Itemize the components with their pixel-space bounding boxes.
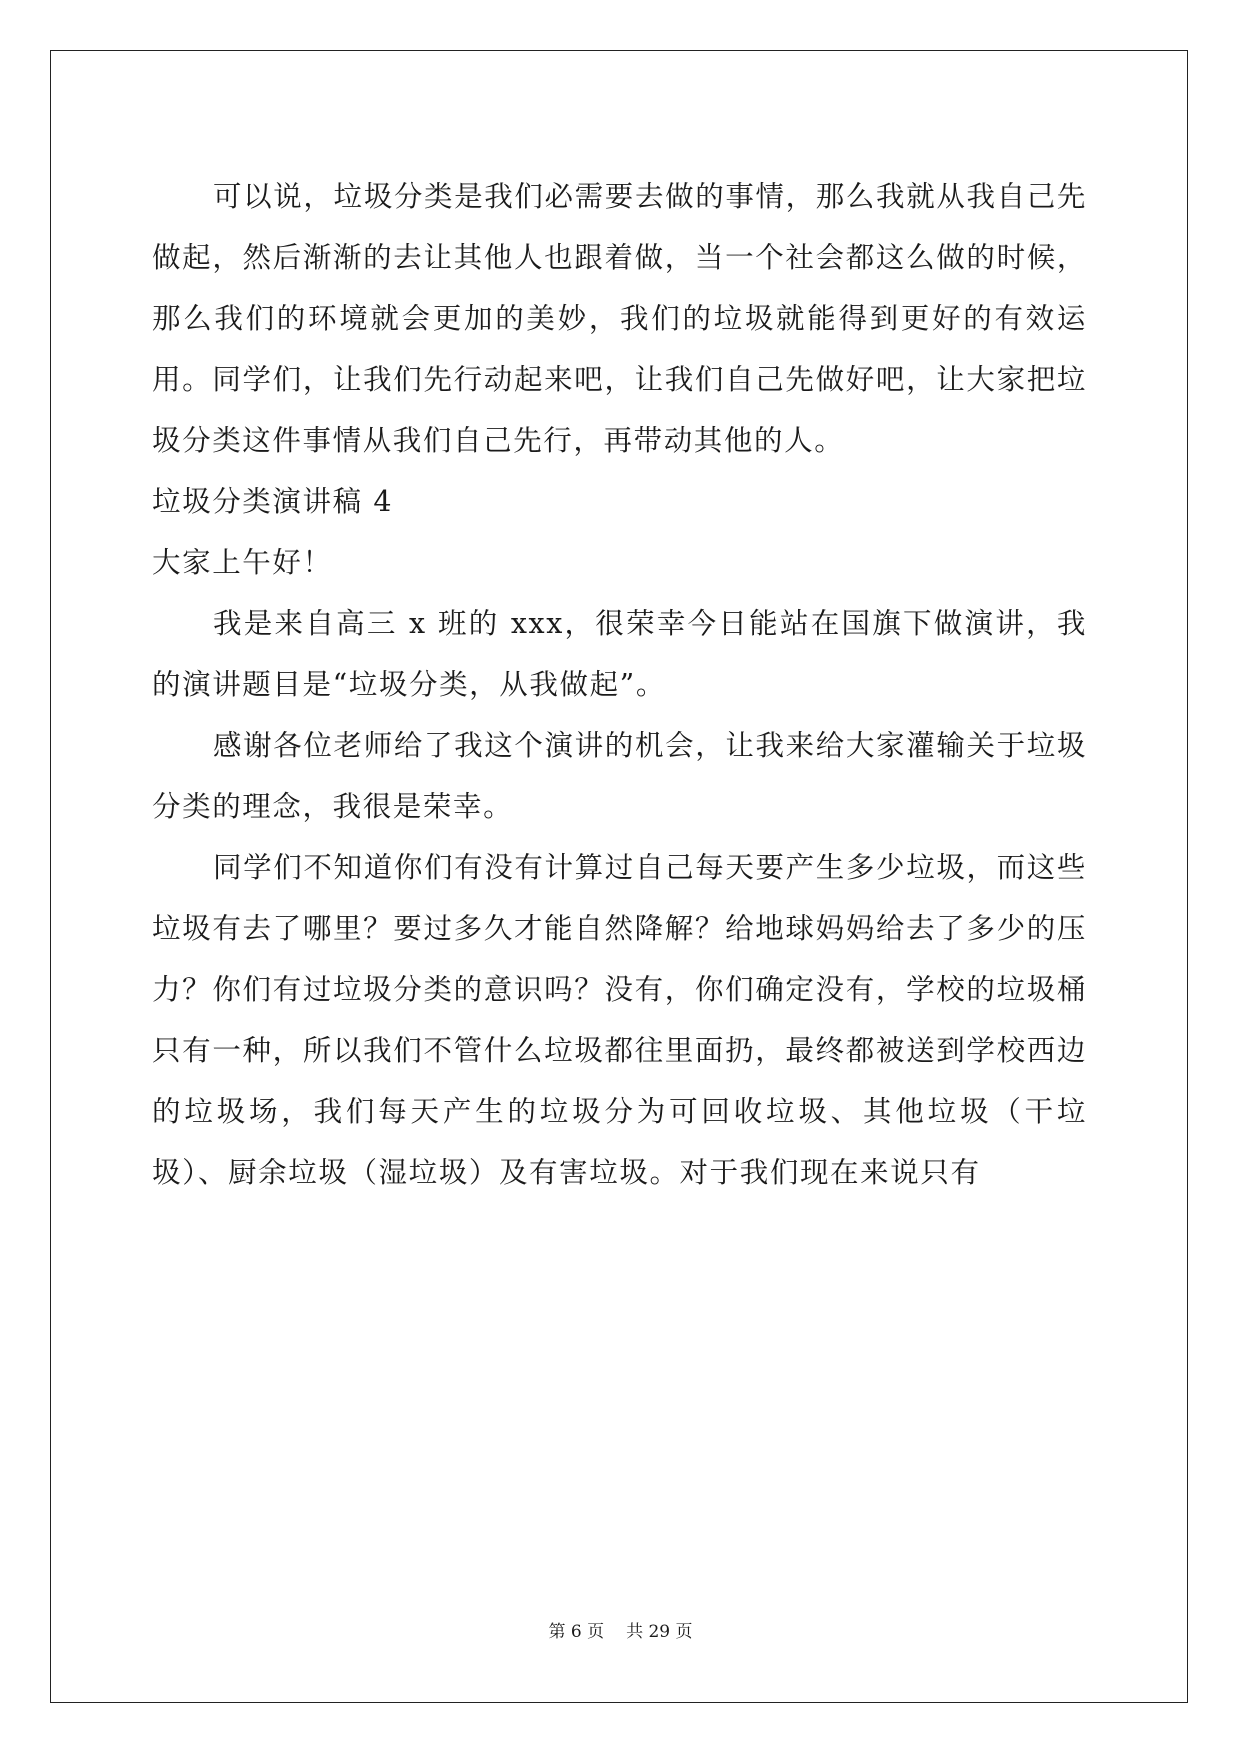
document-body	[152, 166, 1087, 1203]
total-pages-label: 共 29 页	[626, 1622, 693, 1642]
greeting: 大家上午好！	[152, 546, 333, 579]
paragraph: 我是来自高三 x 班的 xxx，很荣幸今日能站在国旗下做演讲，我的演讲题目是“垃圾分类，从我做起”。	[152, 607, 1087, 701]
page-footer	[0, 1622, 1241, 1642]
current-page-label: 第 6 页	[548, 1622, 605, 1642]
section-heading: 垃圾分类演讲稿 4	[152, 485, 394, 518]
paragraph: 感谢各位老师给了我这个演讲的机会，让我来给大家灌输关于垃圾分类的理念，我很是荣幸。	[152, 729, 1087, 823]
paragraph: 可以说，垃圾分类是我们必需要去做的事情，那么我就从我自己先做起，然后渐渐的去让其他人也跟着做，当一个社会都这么做的时候，那么我们的环境就会更加的美妙，我们的垃圾就能得到更好的有效运用。同学们，让我们先行动起来吧，让我们自己先做好吧，让大家把垃圾分类这件事情从我们自己先行，再带动其他的人。	[152, 180, 1087, 457]
paragraph: 同学们不知道你们有没有计算过自己每天要产生多少垃圾，而这些垃圾有去了哪里？要过多久才能自然降解？给地球妈妈给去了多少的压力？你们有过垃圾分类的意识吗？没有，你们确定没有，学校的垃圾桶只有一种，所以我们不管什么垃圾都往里面扔，最终都被送到学校西边的垃圾场，我们每天产生的垃圾分为可回收垃圾、其他垃圾（干垃圾）、厨余垃圾（湿垃圾）及有害垃圾。对于我们现在来说只有	[152, 851, 1087, 1189]
